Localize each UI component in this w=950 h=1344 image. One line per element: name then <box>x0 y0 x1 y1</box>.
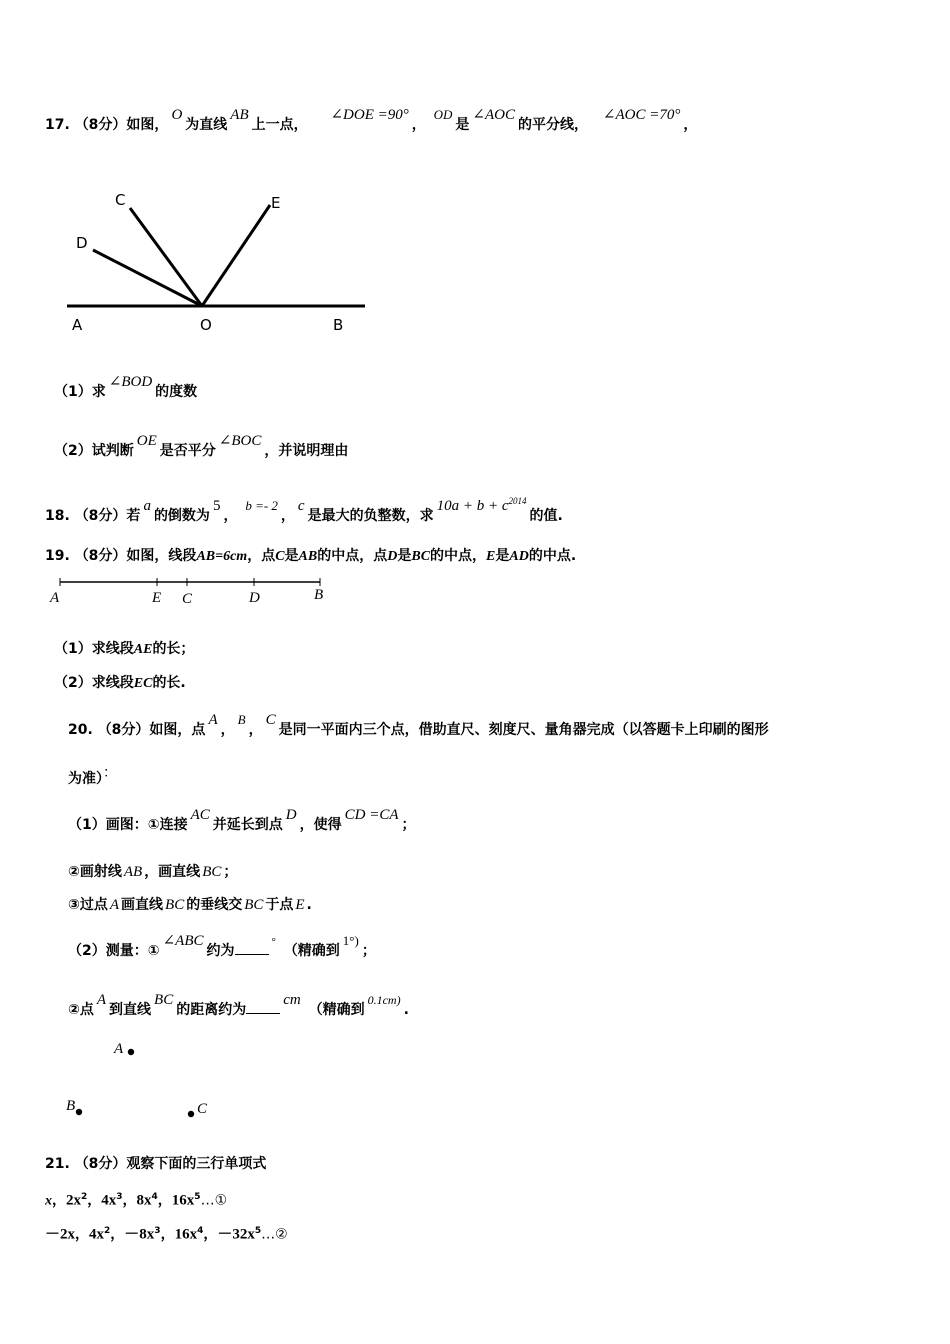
q17-part2: （2）试判断OE是否平分∠BOC，并说明理由 <box>54 433 349 459</box>
point-b <box>76 1109 82 1115</box>
seg-label-d: D <box>249 590 260 606</box>
q18-stem: 18. （8分）若a的倒数为5， b =- 2，c是最大的负整数，求$10a + b + c^{2014}$的值. <box>45 496 563 524</box>
q20-sub4: （2）测量：①∠ABC约为° （精确到1°)； <box>68 933 376 959</box>
q17-figure <box>60 185 380 340</box>
seg-label-a: A <box>50 590 60 606</box>
answer-blank-angle[interactable] <box>235 942 269 955</box>
q20-sub1: （1）画图：①连接AC并延长到点D，使得CD =CA； <box>68 807 416 833</box>
q19-part2: （2）求线段EC的长. <box>54 675 186 691</box>
q20-stem-line1: 20. （8分）如图，点A，B，C是同一平面内三个点，借助直尺、刻度尺、量角器完成（以答题卡上印刷的图形 <box>68 712 769 738</box>
answer-blank-distance[interactable] <box>246 1001 280 1014</box>
q17-stem: 17. （8分）如图，O为直线AB上一点， ∠DOE =90°， OD是∠AOC的平分线， ∠AOC =70°， <box>45 107 698 133</box>
ray-od <box>93 250 202 306</box>
ray-oc <box>130 208 202 306</box>
seg-label-e: E <box>152 590 162 606</box>
fig-label-o: O <box>200 316 212 334</box>
point-label-b: B <box>66 1098 76 1114</box>
fig-label-e: E <box>271 194 281 212</box>
fig-label-a: A <box>72 316 83 334</box>
q20-sub2: ②画射线 AB ，画直线 BC ； <box>68 864 238 880</box>
q20-stem-line2: 为准）： <box>68 765 117 787</box>
q19-stem: 19. （8分）如图，线段AB=6cm，点C是AB的中点，点D是BC的中点，E是AD的中点. <box>45 548 577 564</box>
q19-figure <box>45 575 335 610</box>
q21-row2: －2x，$4x^2$，$-8x^3$，$16x^4$，$-32x^5\dots ②$ <box>45 1226 288 1243</box>
seg-label-b: B <box>314 587 324 603</box>
point-c <box>188 1111 194 1117</box>
fig-label-d: D <box>76 234 88 252</box>
q21-stem: 21. （8分）观察下面的三行单项式 <box>45 1156 267 1172</box>
q20-sub3: ③过点 A 画直线 BC 的垂线交 BC 于点 E . <box>68 897 312 913</box>
ray-oe <box>202 205 270 306</box>
q17-part1: （1）求∠BOD的度数 <box>54 374 198 400</box>
fig-label-b: B <box>333 316 344 334</box>
q20-sub5: ②点A到直线BC的距离约为cm （精确到0.1cm). <box>68 992 409 1018</box>
point-label-c: C <box>197 1101 208 1117</box>
point-a <box>128 1049 134 1055</box>
q19-part1: （1）求线段AE的长； <box>54 641 195 657</box>
point-label-a: A <box>114 1041 124 1057</box>
q20-figure <box>60 1035 230 1125</box>
seg-label-c: C <box>182 591 193 607</box>
q21-row1: x，$2x^2$，$4x^3$，$8x^4$，$16x^5\dots ①$ <box>45 1192 228 1209</box>
fig-label-c: C <box>115 191 126 209</box>
